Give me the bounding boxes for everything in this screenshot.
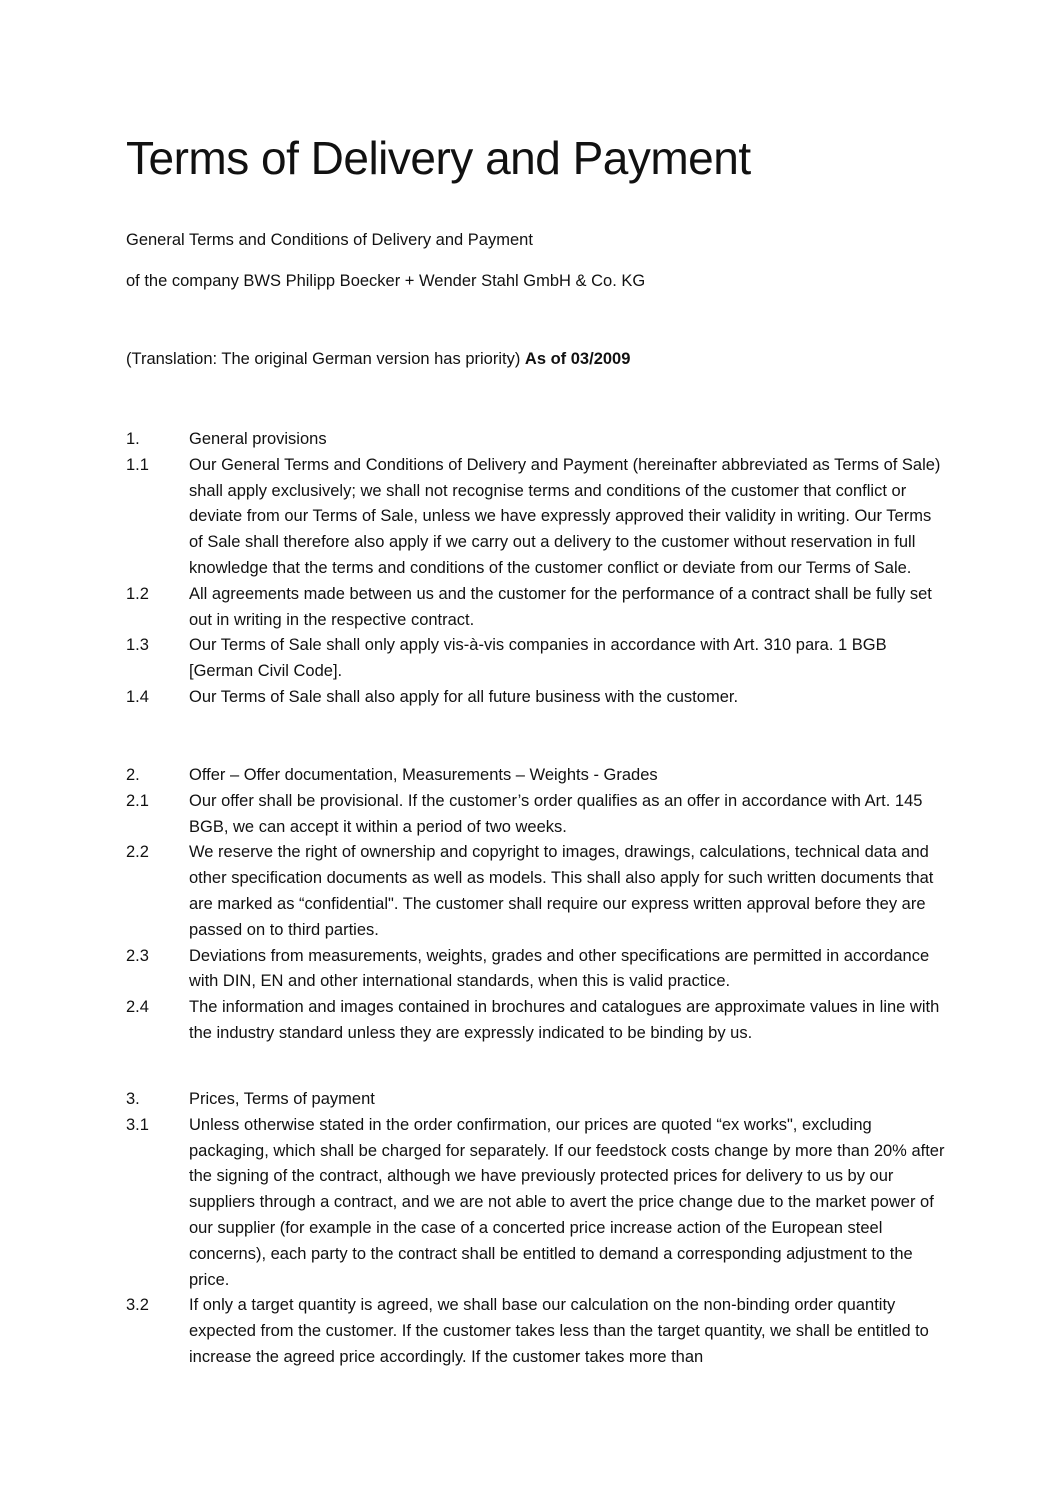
clause-text: Our Terms of Sale shall also apply for all future business with the customer. — [189, 687, 739, 706]
clause — [126, 633, 946, 685]
section-heading — [126, 427, 946, 453]
section-title: General provisions — [189, 430, 327, 448]
clause — [126, 789, 946, 841]
clause-text: Deviations from measurements, weights, grades and other specifications are permitted in accordance with DIN, EN and other international standards, when this is valid practice. — [189, 946, 930, 991]
clause — [126, 685, 946, 711]
section-offer — [126, 763, 946, 1047]
section-number: 3. — [126, 1090, 140, 1108]
company-line: of the company BWS Philipp Boecker + Wender Stahl GmbH & Co. KG — [126, 272, 646, 290]
clause-number: 1.2 — [126, 584, 149, 603]
section-title: Prices, Terms of payment — [189, 1090, 375, 1108]
translation-note: (Translation: The original German version has priority) — [126, 350, 521, 368]
clause-number: 3.1 — [126, 1115, 149, 1134]
clause-text: If only a target quantity is agreed, we shall base our calculation on the non-binding order quantity expected from the customer. If the customer takes less than the target quantity, we shall be entitled to increase the agreed price accordingly. If the customer takes more than — [189, 1296, 929, 1366]
clause — [126, 1113, 946, 1294]
clause — [126, 944, 946, 996]
document-title: Terms of Delivery and Payment — [126, 132, 751, 184]
section-prices — [126, 1087, 946, 1371]
section-number: 1. — [126, 430, 140, 448]
clause-number: 2.3 — [126, 946, 149, 965]
clause — [126, 453, 946, 582]
section-heading — [126, 1087, 946, 1113]
clause-number: 2.2 — [126, 843, 149, 862]
clause-text: The information and images contained in brochures and catalogues are approximate values in line with the industry standard unless they are expressly indicated to be binding by us. — [189, 998, 940, 1042]
section-general-provisions — [126, 427, 946, 711]
clause-number: 3.2 — [126, 1296, 149, 1315]
clause-text: Our offer shall be provisional. If the customer’s order qualifies as an offer in accordance with Art. 145 BGB, we can accept it within a period of two weeks. — [189, 791, 923, 836]
clause — [126, 1293, 946, 1370]
section-title: Offer – Offer documentation, Measurements – Weights - Grades — [189, 766, 658, 784]
translation-note-line — [126, 346, 630, 372]
section-number: 2. — [126, 766, 140, 784]
document-subtitle: General Terms and Conditions of Delivery and Payment — [126, 231, 533, 249]
section-heading — [126, 763, 946, 789]
clause-text: All agreements made between us and the customer for the performance of a contract shall be fully set out in writing in the respective contract. — [189, 584, 932, 629]
version-date: As of 03/2009 — [524, 350, 631, 368]
clause — [126, 995, 946, 1047]
clause-text: We reserve the right of ownership and copyright to images, drawings, calculations, technical data and other specification documents as well as models. This shall also apply for such written documents that are marked as “confidential". The customer shall require our express written approval before they are passed on to third parties. — [189, 843, 934, 939]
clause-number: 1.1 — [126, 455, 149, 474]
clause-text: Our General Terms and Conditions of Delivery and Payment (hereinafter abbreviated as Terms of Sale) shall apply exclusively; we shall not recognise terms and conditions of the customer that conflict or deviate from our Terms of Sale, unless we have expressly approved their validity in writing. Our Terms of Sale shall therefore also apply if we carry out a delivery to the customer without reservation in full knowledge that the terms and conditions of the customer conflict or deviate from our Terms of Sale. — [189, 455, 941, 577]
clause-number: 2.4 — [126, 998, 149, 1017]
clause-number: 2.1 — [126, 791, 149, 810]
clause — [126, 840, 946, 943]
clause — [126, 582, 946, 634]
clause-text: Unless otherwise stated in the order confirmation, our prices are quoted “ex works", excluding packaging, which shall be charged for separately. If our feedstock costs change by more than 20% after the signing of the contract, although we have previously protected prices for delivery to us by our suppliers through a contract, and we are not able to avert the price change due to the market power of our supplier (for example in the case of a concerted price increase action of the European steel concerns), each party to the contract shall be entitled to demand a corresponding adjustment to the price. — [189, 1115, 945, 1289]
clause-number: 1.4 — [126, 687, 149, 706]
clause-text: Our Terms of Sale shall only apply vis-à-vis companies in accordance with Art. 310 para. 1 BGB [German Civil Code]. — [189, 636, 887, 681]
clause-number: 1.3 — [126, 636, 149, 655]
